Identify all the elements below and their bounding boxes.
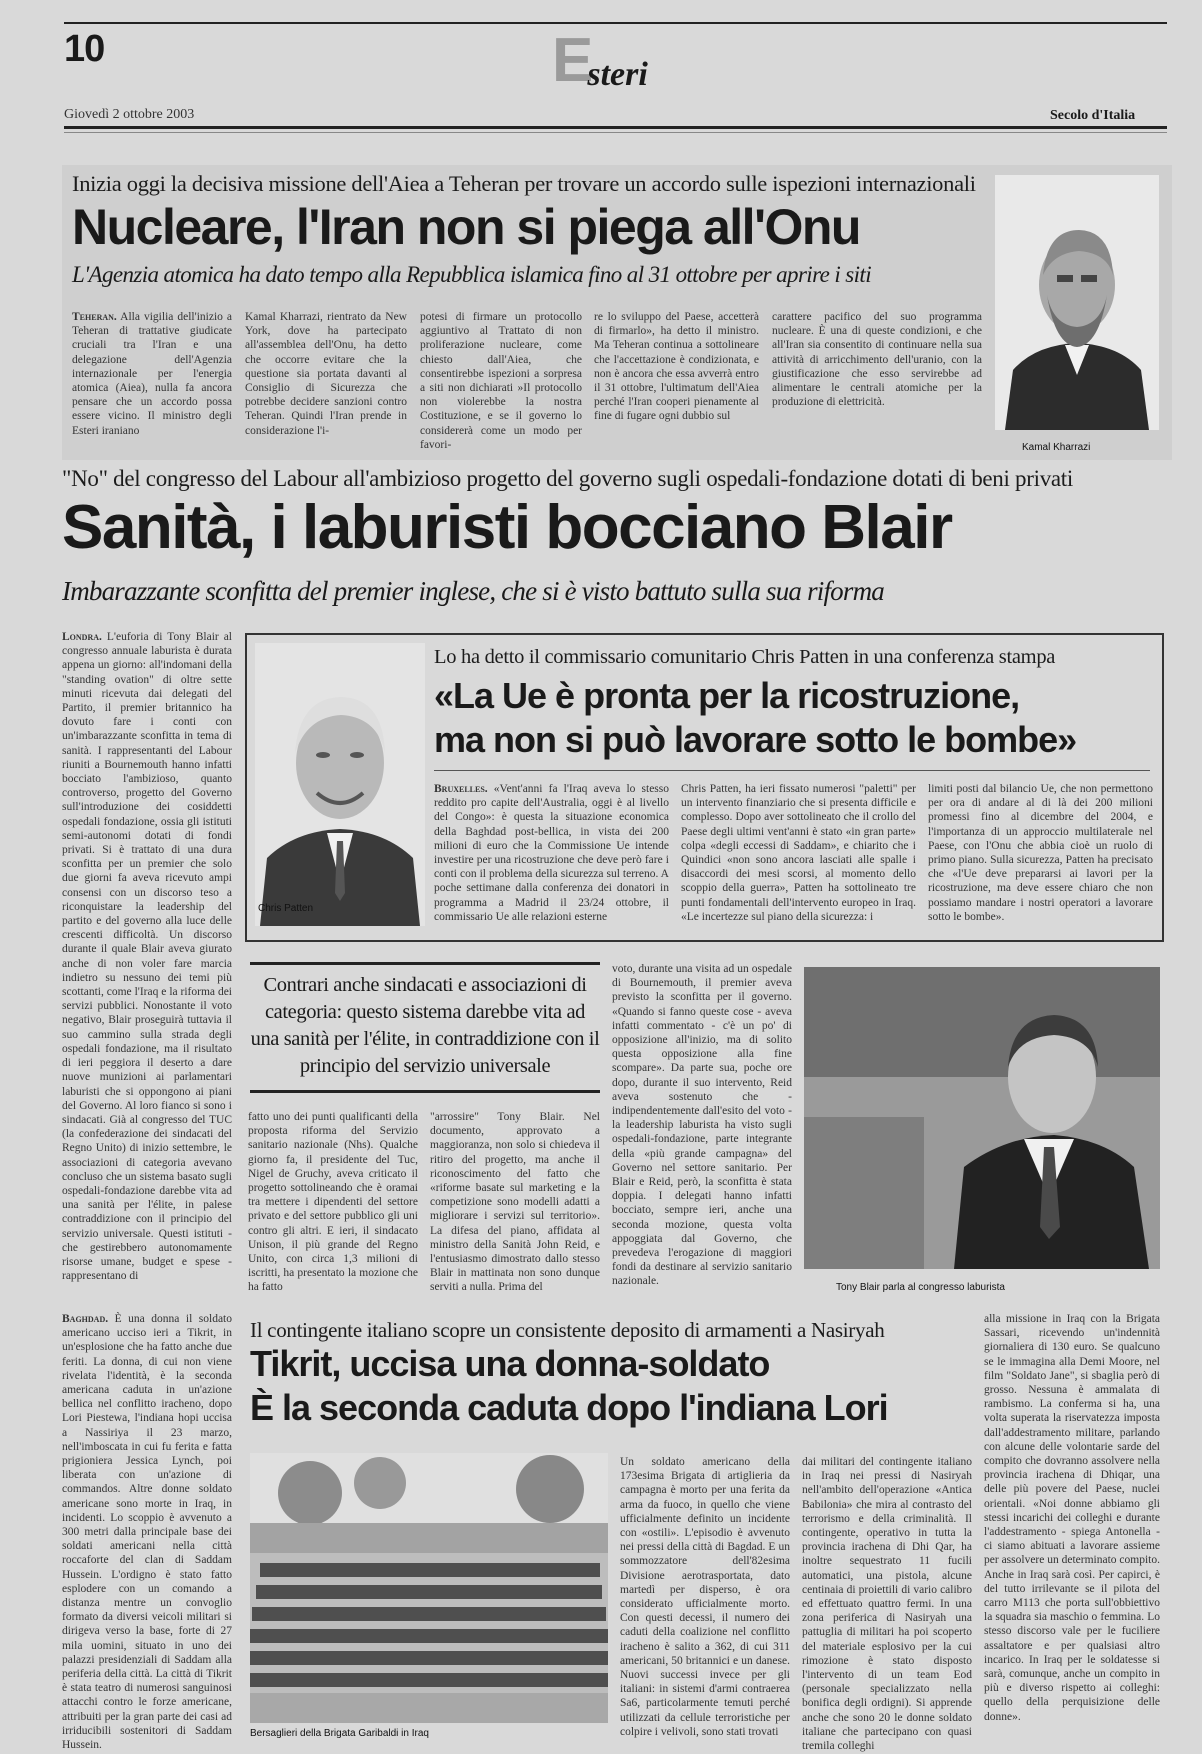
iran-headline: Nucleare, l'Iran non si piega all'Onu [72, 199, 860, 255]
patten-kicker: Lo ha detto il commissario comunitario Chris Patten in una conferenza stampa [434, 646, 1056, 668]
bersaglieri-caption: Bersaglieri della Brigata Garibaldi in Iraq [250, 1728, 429, 1739]
blair-col-2: fatto uno dei punti qualificanti della proposta riforma del Servizio sanitario nazionale (Nhs). Qualche giorno fa, il presidente del Tuc, Nigel de Gruchy, aveva criticato il progetto sottolineando che è oramai tra mettere i dipendenti del settore privato e del settore pubblico gli uni contro gli altri. E ieri, il sindacato Unison, il più grande del Regno Unito, con circa 1,3 milioni di iscritti, ha presentato la mozione che ha fatto [248, 1111, 418, 1294]
tikrit-left-column: Baghdad. È una donna il soldato americano ucciso ieri a Tikrit, in un'esplosione che ha fatto anche due feriti. La donna, di cui non viene rivelata l'identità, è la seconda americana caduta in un'azione bellica nel conflitto iracheno, dopo Lori Piestewa, l'indiana hopi uccisa a Nassiriya il 23 marzo, nell'imboscata in cui fu ferita e fatta prigioniera Jessica Lynch, poi liberata con un'azione di commandos. Altre donne soldato americane sono morte in Iraq, in incidenti. Lo scoppio è avvenuto a 300 metri dalla principale base dei soldati americani nella città roccaforte del clan di Saddam Hussein. L'ordigno è stato fatto esplodere con un comando a distanza mentre un convoglio formato da diversi veicoli militari si dirigeva verso la base, forte di 27 mila uomini, situato in uno dei palazzi presidenziali di Saddam alla periferia della città. La città di Tikrit è stata teatro di numerosi sanguinosi attacchi contro le forze americane, attribuiti per la gran parte dei casi ad irriducibili sostenitori di Saddam Hussein. [62, 1313, 233, 1752]
patten-col-3: limiti posti dal bilancio Ue, che non permettono per ora di andare al di là dei 200 milioni promessi fino al dicembre del 2004, e l'importanza di un approccio multilaterale nel Paese, con l'Onu che abbia cioè un ruolo di primo piano. Sulla sicurezza, Patten ha precisato che «l'Ue deve prepararsi ai lavori per la ricostruzione, ma deve essere chiaro che non possiamo mandare i nostri operatori a lavorare sotto le bombe». [928, 783, 1153, 923]
iran-col-3: potesi di firmare un protocollo aggiuntivo al Trattato di non proliferazione nucleare, come chiesto dall'Aiea, che consentirebbe ispezioni a sorpresa a siti non dichiarati »Il protocollo non violerebbe la nostra Costituzione, e se il governo lo considererà come un modo per favori- [420, 311, 582, 451]
blair-subhead: Imbarazzante sconfitta del premier inglese, che si è visto battuto sulla sua riforma [62, 576, 884, 606]
patten-headline-line1: «La Ue è pronta per la ricostruzione, [434, 675, 1020, 716]
blair-kicker: "No" del congresso del Labour all'ambizioso progetto del governo sugli ospedali-fondazione dotati di beni privati [62, 466, 1073, 491]
pullquote-rule-bottom [250, 1090, 600, 1093]
tikrit-col-4: alla missione in Iraq con la Brigata Sassari, ricevendo un'indennità giornaliera di 130 euro. Se qualcuno se le immagina alla Demi Moore, nel film "Soldato Jane", si sbaglia però di grosso. Nessuna è ammalata di rambismo. La conferma si ha, una volta superata la riservatezza imposta dall'addestramento militare, parlando con alcune delle volontarie sarde del compito che dovranno assolvere nella provincia irachena di Dhiqar, una delle più povere del Paese, nuclei orientali. «Noi donne abbiamo gli stessi incarichi dei colleghi e durante l'addestramento - spiega Antonella - ci siamo abituati a lavorare assieme per assolvere un determinato compito. Anche in Iraq sarà così. Per capirci, è del tutto irrilevante se il pilota del carro M113 che porta sull'obbiettivo la squadra sia maschio o femmina. Lo stesso discorso vale per le fuciliere assaltatore e per qualsiasi altro incarico. In Iraq per le soldatesse si sarà, comunque, anche un compito in più e diverso rispetto ai colleghi: quello della perquisizione delle donne». [984, 1313, 1160, 1723]
section-title [552, 26, 648, 95]
kharrazi-photo [995, 175, 1159, 430]
blair-col-3: "arrossire" Tony Blair. Nel documento, approvato a maggioranza, non solo si chiedeva il ritiro del progetto, ma anche il riconoscimento del fatto che «riforme basate sul marketing e la competizione sono modelli adatti a migliorare i servizi sul territorio». La difesa del piano, affidata al ministro della Sanità John Reid, e l'entusiasmo dimostrato dallo stesso Blair in mattinata non sono dunque serviti a nulla. Prima del [430, 1111, 600, 1294]
iran-subhead: L'Agenzia atomica ha dato tempo alla Repubblica islamica fino al 31 ottobre per aprire i siti [72, 262, 871, 287]
iran-col-4: re lo sviluppo del Paese, accetterà di firmarlo», ha detto il ministro. Ma Teheran continua a sottolineare che l'accettazione è condizionata, e non è ancora che essa avverrà entro il 31 ottobre, l'ultimatum dell'Aiea perché l'Iran cooperi pienamente al fine di fugare ogni dubbio sul [594, 311, 759, 423]
patten-photo [255, 643, 425, 926]
patten-headline [434, 674, 1076, 762]
iran-col-1: Teheran. Alla vigilia dell'inizio a Teheran di trattative giudicate cruciali tra l'Iran e una delegazione dell'Agenzia internazionale per l'energia atomica (Aiea), nulla fa ancora pensare che un accordo possa essere vicino. Il ministro degli Esteri iraniano [72, 311, 233, 437]
patten-dateline: Bruxelles. [434, 783, 488, 795]
iran-kicker: Inizia oggi la decisiva missione dell'Aiea a Teheran per trovare un accordo sulle ispezioni internazionali [72, 171, 976, 196]
tikrit-kicker: Il contingente italiano scopre un consistente deposito di armamenti a Nasiryah [250, 1318, 885, 1342]
iran-col-2: Kamal Kharrazi, rientrato da New York, dove ha partecipato all'assemblea dell'Onu, ha detto che occorre evitare che la questione sia portata davanti al Consiglio di Sicurezza che potrebbe decidere sanzioni contro Teheran. Quindi l'Iran prende in considerazione l'i- [245, 311, 407, 437]
patten-headline-line2: ma non si può lavorare sotto le bombe» [434, 719, 1077, 760]
header-rule-thin [64, 132, 1167, 133]
top-rule [64, 22, 1167, 24]
issue-date: Giovedì 2 ottobre 2003 [64, 107, 195, 122]
blair-left-column: Londra. L'euforia di Tony Blair al congresso annuale laburista è durata appena un giorno: all'indomani della "standing ovation" di oltre sette minuti ricevuta dai delegati del Partito, il premier britannico ha dovuto fare i conti con un'imbarazzante sconfitta in tema di sanità. I rappresentanti del Labour riuniti a Bournemouth hanno infatti bocciato l'ambizioso, quanto controverso, progetto del Governo sull'introduzione dei cosiddetti ospedali fondazione, ossia gli istituti semi-autonomi dotati di fondi privati. Si è trattato di una dura sconfitta per un premier che solo due giorni fa aveva ricevuto ampi consensi con un discorso teso a riconquistare la leadership del partito e del governo alla luce delle crescenti difficoltà. Un discorso durante il quale Blair aveva giurato anche di non voler fare marcia indietro su nessuno dei temi più scottanti, come l'Iraq e la riforma dei servizi pubblici. Nonostante il voto negativo, Blair proseguirà tuttavia il suo cammino sulla strada degli ospedali fondazione, ma il risultato di ieri peggiora il deserto a dare nuove munizioni ai parlamentari laburisti che si oppongono ai piani del Governo. Al loro fianco si sono i sindacati. Già al congresso del TUC (la confederazione dei sindacati del Regno Unito) di inizio settembre, le associazioni di categoria avevano concluso che un sistema basato sugli ospedali-fondazione darebbe vita ad una sanità per l'élite, in palese contraddizione con il principio del servizio universale. Questi istituti - che gestirebbero autonomamente risorse umane, budget e spese - rappresentano di [62, 631, 233, 1283]
header-rule [64, 126, 1167, 129]
tikrit-dateline: Baghdad. [62, 1313, 109, 1325]
blair-caption: Tony Blair parla al congresso laburista [836, 1282, 1005, 1293]
tikrit-col-2: Un soldato americano della 173esima Brigata di artiglieria da campagna è morto per una ferita da arma da fuoco, in quello che viene ufficialmente definito un incidente con «ostili». L'episodio è avvenuto nei pressi della città di Bagdad. E un sommozzatore dell'82esima Divisione aerotrasportata, dato martedì per disperso, è ora considerato ufficialmente morto. Con questi decessi, il numero dei caduti della coalizione nel conflitto iracheno è salito a 362, di cui 311 americani, 50 britannici e un danese. Nuovi successi invece per gli italiani: in sistemi d'armi contraerea Sa6, particolarmente temuti perché utilizzati da cellule terroristiche per colpire i velivoli, sono stati trovati [620, 1456, 790, 1738]
tikrit-headline [250, 1342, 888, 1430]
section-word: steri [587, 56, 648, 93]
blair-dateline: Londra. [62, 631, 102, 643]
section-initial: E [552, 26, 594, 95]
kharrazi-caption: Kamal Kharrazi [1022, 442, 1091, 453]
patten-col-1: Bruxelles. «Vent'anni fa l'Iraq aveva lo stesso reddito pro capite dell'Australia, oggi è al livello del Congo»: è questa la situazione economica della Baghdad post-bellica, in vista dei 200 milioni di euro che la Commissione Ue intende investire per una ricostruzione che deve però fare i conti con il problema della sicurezza sul terreno. A poche settimane dalla conferenza dei donatori in programma a Madrid il 23/24 ottobre, il commissario Ue alle relazioni esterne [434, 783, 670, 923]
iran-dateline: Teheran. [72, 311, 117, 323]
bersaglieri-photo [250, 1453, 608, 1723]
blair-headline: Sanità, i laburisti bocciano Blair [62, 493, 952, 562]
blair-pull-quote: Contrari anche sindacati e associazioni di categoria: questo sistema darebbe vita ad una sanità per l'élite, in contraddizione con il principio del servizio universale [250, 974, 600, 1077]
patten-rule [434, 770, 1150, 771]
page-number: 10 [64, 28, 105, 70]
blair-col-4: voto, durante una visita ad un ospedale di Bournemouth, il premier aveva previsto la sconfitta per il governo. «Quando si fanno queste cose - aveva infatti commentato - c'è un po' di opposizione all'inizio, ma di solito questa opposizione alla fine scompare». Da parte sua, poche ore dopo, durante il suo intervento, Reid aveva sostenuto che - indipendentemente dall'esito del voto - la leadership laburista ha visto sugli ospedali-fondazione, parte integrante della «più grande campagna» del Governo nel settore sanitario. Per Blair e Reid, però, la sconfitta è stata doppia. I delegati hanno infatti bocciato, sempre ieri, anche una seconda mozione, questa volta appoggiata dal Governo, che prevedeva l'erogazione di maggiori fondi da destinare al servizio sanitario nazionale. [612, 963, 792, 1288]
pullquote-rule-top [250, 962, 600, 965]
tikrit-col-3: dai militari del contingente italiano in Iraq nei pressi di Nasiryah nell'ambito dell'operazione «Antica Babilonia» che mira al contrasto del terrorismo e della criminalità. Il contingente, operativo in tutta la provincia irachena di Dhi Qar, ha inoltre sequestrato 11 fucili automatici, una pistola, alcune centinaia di proiettili di vario calibro ed effettuato quattro fermi. In una zona periferica di Nasiryah una pattuglia di militari ha poi scoperto del materiale esplosivo per la cui rimozione è stato disposto l'intervento di un team Eod (personale specializzato nella bonifica degli ordigni). Si apprende anche che sono 20 le donne soldato italiane che partecipano con quasi tremila colleghi [802, 1456, 972, 1753]
tikrit-headline-line2: È la seconda caduta dopo l'indiana Lori [250, 1387, 888, 1428]
masthead: Secolo d'Italia [1050, 108, 1136, 123]
patten-col-2: Chris Patten, ha ieri fissato numerosi "paletti" per un intervento finanziario che si presenta difficile e complesso. Dopo aver sottolineato che il crollo del Paese degli ultimi vent'anni è stato «in gran parte» colpa «degli eccessi di Saddam», e chiarito che i Quindici «non sono ancora lasciati alle spalle i disaccordi dei mesi scorsi, al momento dello scoppio della guerra», Patten ha sottolineato tre punti fondamentali dell'intervento europeo in Iraq. «Le incertezze sul piano della sicurezza: i [681, 783, 916, 923]
blair-photo [804, 967, 1160, 1269]
tikrit-headline-line1: Tikrit, uccisa una donna-soldato [250, 1343, 770, 1384]
iran-col-5: carattere pacifico del suo programma nucleare. È una di queste condizioni, e che all'Iran sia consentito di continuare nella sua attività di arricchimento dell'uranio, con la giustificazione che esso servirebbe ad alimentare le centrali atomiche per la produzione di elettricità. [772, 311, 982, 409]
patten-caption: Chris Patten [258, 903, 314, 914]
